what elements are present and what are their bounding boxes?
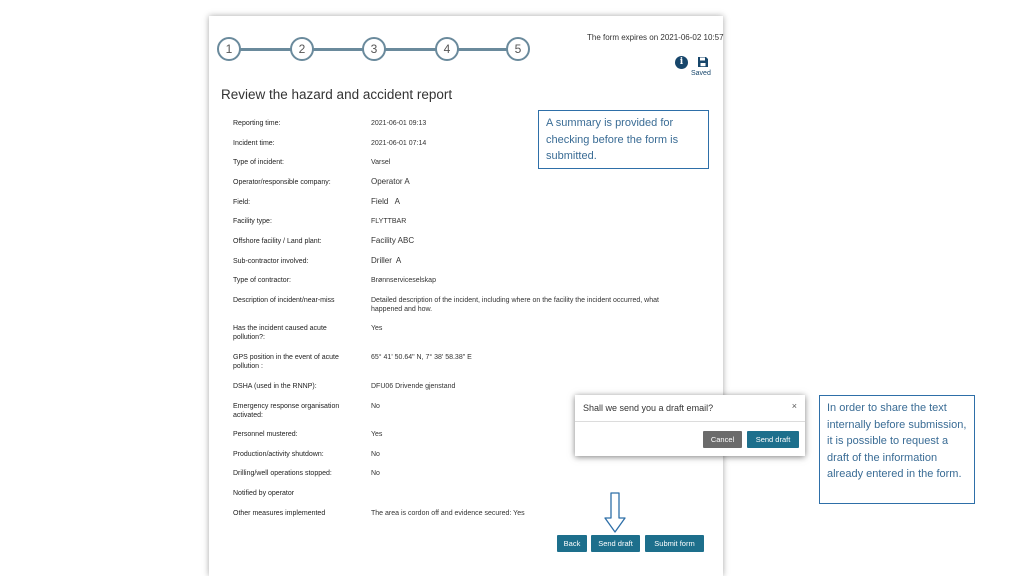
report-form-card: [209, 16, 723, 576]
field-value: FLYTTBAR: [371, 218, 407, 225]
dialog-send-draft-button[interactable]: Send draft: [747, 431, 799, 448]
draft-email-dialog: [575, 395, 805, 456]
field-value: 2021-06-01 09:13: [371, 120, 427, 127]
field-label: Field:: [233, 199, 251, 206]
field-value: Varsel: [371, 159, 391, 166]
step-1[interactable]: 1: [217, 37, 241, 61]
step-2[interactable]: 2: [290, 37, 314, 61]
field-value: 65° 41' 50.64" N, 7° 38' 58.38" E: [371, 354, 472, 361]
field-label: Sub-contractor involved:: [233, 258, 309, 265]
down-arrow-icon: [603, 492, 627, 534]
field-value: No: [371, 403, 380, 410]
field-value: Driller A: [371, 256, 402, 265]
field-value: Yes: [371, 431, 383, 438]
field-value: Brønnserviceselskap: [371, 277, 436, 284]
field-label: Notified by operator: [233, 490, 295, 497]
field-label: Other measures implemented: [233, 510, 326, 517]
field-label: Operator/responsible company:: [233, 179, 331, 186]
field-label: Drilling/well operations stopped:: [233, 470, 332, 477]
step-3[interactable]: 3: [362, 37, 386, 61]
dialog-divider: [575, 421, 805, 422]
field-label: Facility type:: [233, 218, 272, 225]
cancel-button[interactable]: Cancel: [703, 431, 742, 448]
field-value: The area is cordon off and evidence secured: Yes: [371, 510, 525, 517]
field-label: Type of incident:: [233, 159, 284, 166]
summary-callout: A summary is provided for checking before the form is submitted.: [538, 110, 709, 169]
info-icon[interactable]: i: [675, 56, 688, 69]
form-expiry-text: The form expires on 2021-06-02 10:57: [587, 33, 724, 42]
send-draft-button[interactable]: Send draft: [591, 535, 640, 552]
field-label: Description of incident/near-miss: [233, 297, 335, 304]
field-label: Has the incident caused acute pollution?:: [233, 325, 327, 341]
progress-stepper: [214, 37, 534, 61]
field-label: DSHA (used in the RNNP):: [233, 383, 317, 390]
field-value: Field A: [371, 197, 400, 206]
dialog-title: Shall we send you a draft email?: [583, 403, 714, 413]
field-value: No: [371, 470, 380, 477]
field-value: 2021-06-01 07:14: [371, 140, 427, 147]
field-label: Incident time:: [233, 140, 275, 147]
field-value: No: [371, 451, 380, 458]
submit-form-button[interactable]: Submit form: [645, 535, 704, 552]
back-button[interactable]: Back: [557, 535, 587, 552]
field-label: Reporting time:: [233, 120, 281, 127]
draft-callout: In order to share the text internally before submission, it is possible to request a draft of the information already entered in the form.: [819, 395, 975, 504]
field-label: Type of contractor:: [233, 277, 291, 284]
saved-status: Saved: [691, 70, 711, 77]
step-4[interactable]: 4: [435, 37, 459, 61]
field-label: Offshore facility / Land plant:: [233, 238, 322, 245]
step-5[interactable]: 5: [506, 37, 530, 61]
field-value: Operator A: [371, 177, 410, 186]
field-value: DFU06 Drivende gjenstand: [371, 383, 456, 390]
field-label: Personnel mustered:: [233, 431, 298, 438]
field-label: Emergency response organisation activated:: [233, 403, 340, 419]
field-label: GPS position in the event of acute pollution :: [233, 354, 339, 370]
field-value: Detailed description of the incident, including where on the facility the incident occurred, what happened and how.: [371, 297, 659, 313]
field-label: Production/activity shutdown:: [233, 451, 324, 458]
page-title: Review the hazard and accident report: [221, 87, 453, 102]
floppy-disk-icon[interactable]: [697, 56, 709, 68]
field-value: Yes: [371, 325, 383, 332]
close-icon[interactable]: ×: [791, 401, 797, 411]
field-value: Facility ABC: [371, 236, 415, 245]
